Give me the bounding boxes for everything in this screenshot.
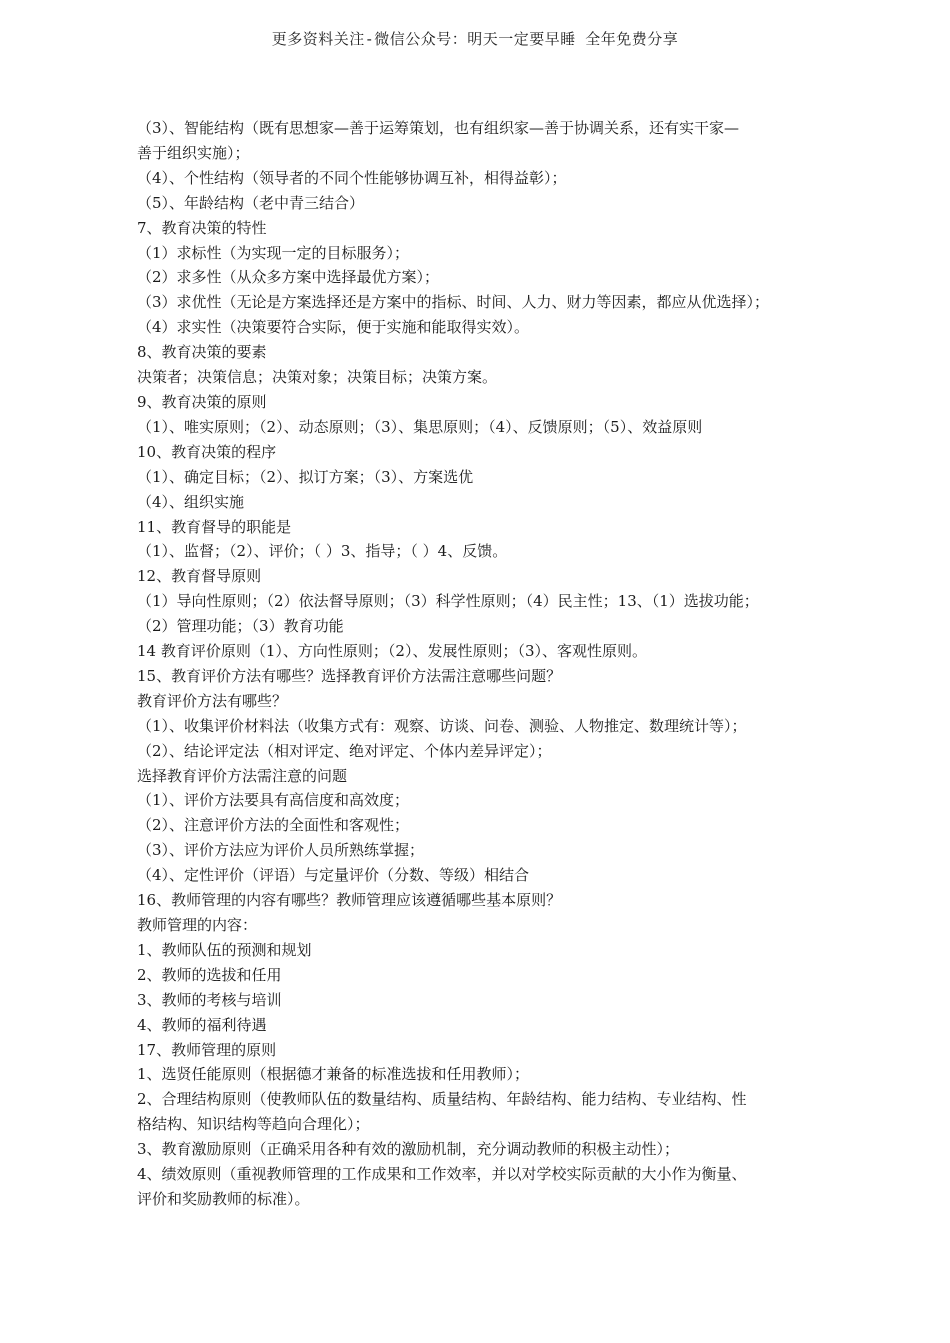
- text-line: 1、选贤任能原则（根据德才兼备的标准选拔和任用教师）；: [137, 1065, 530, 1084]
- section-heading: 14 教育评价原则（1）、方向性原则；（2）、发展性原则；（3）、客观性原则。: [137, 642, 647, 661]
- text-line: （4）、个性结构（领导者的不同个性能够协调互补，相得益彰）；: [137, 168, 567, 187]
- text-line: （5）、年龄结构（老中青三结合）: [137, 193, 365, 212]
- text-line: 评价和奖励教师的标准）。: [137, 1189, 310, 1208]
- text-line: 2、合理结构原则（使教师队伍的数量结构、质量结构、年龄结构、能力结构、专业结构、性: [137, 1090, 747, 1109]
- text-line: （3）求优性（无论是方案选择还是方案中的指标、时间、人力、财力等因素，都应从优选择）；: [137, 293, 770, 312]
- text-line: 4、教师的福利待遇: [137, 1015, 267, 1034]
- section-heading: 7、教育决策的特性: [137, 218, 267, 237]
- text-line: （3）、评价方法应为评价人员所熟练掌握；: [137, 841, 425, 860]
- section-heading: 17、教师管理的原则: [137, 1040, 277, 1059]
- subsection-heading: 选择教育评价方法需注意的问题: [137, 766, 348, 785]
- text-line: 1、教师队伍的预测和规划: [137, 940, 312, 959]
- subsection-heading: 教育评价方法有哪些？: [137, 691, 288, 710]
- text-line: （3）、智能结构（既有思想家—善于运筹策划，也有组织家—善于协调关系，还有实干家—: [137, 119, 740, 137]
- text-line: （2）、注意评价方法的全面性和客观性；: [137, 816, 410, 835]
- text-line: 决策者；决策信息；决策对象；决策目标；决策方案。: [137, 368, 498, 387]
- text-line: （1）、唯实原则；（2）、动态原则；（3）、集思原则；（4）、反馈原则；（5）、效益原则: [137, 417, 703, 436]
- document-body: [137, 116, 827, 1212]
- section-heading: 8、教育决策的要素: [137, 343, 267, 362]
- section-heading: 16、教师管理的内容有哪些？教师管理应该遵循哪些基本原则？: [137, 891, 562, 910]
- text-line: （1）求标性（为实现一定的目标服务）；: [137, 243, 410, 262]
- text-line: （4）求实性（决策要符合实际，便于实施和能取得实效）。: [137, 318, 530, 337]
- text-line: 3、教育激励原则（正确采用各种有效的激励机制，充分调动教师的积极主动性）；: [137, 1140, 680, 1159]
- page-header: 更多资料关注-微信公众号：明天一定要早睡 全年免费分享: [271, 30, 679, 48]
- text-line: 格结构、知识结构等趋向合理化）；: [137, 1115, 370, 1134]
- section-heading: 11、教育督导的职能是: [137, 517, 292, 536]
- text-line: （2）求多性（从众多方案中选择最优方案）；: [137, 268, 440, 287]
- subsection-heading: 教师管理的内容：: [137, 916, 258, 934]
- text-line: （2）管理功能；（3）教育功能: [137, 617, 344, 636]
- text-line: （4）、组织实施: [137, 492, 245, 511]
- text-line: （2）、结论评定法（相对评定、绝对评定、个体内差异评定）；: [137, 741, 552, 760]
- section-heading: 10、教育决策的程序: [137, 442, 277, 461]
- text-line: （1）、监督；（2）、评价；（ ）3、指导；（ ）4、反馈。: [137, 542, 508, 561]
- section-heading: 15、教育评价方法有哪些？选择教育评价方法需注意哪些问题？: [137, 666, 562, 685]
- section-heading: 12、教育督导原则: [137, 567, 262, 586]
- text-line: （1）、收集评价材料法（收集方式有：观察、访谈、问卷、测验、人物推定、数理统计等）；: [137, 716, 747, 735]
- text-line: （4）、定性评价（评语）与定量评价（分数、等级）相结合: [137, 866, 530, 885]
- text-line: 4、绩效原则（重视教师管理的工作成果和工作效率，并以对学校实际贡献的大小作为衡量、: [137, 1165, 747, 1184]
- section-heading: 9、教育决策的原则: [137, 392, 267, 411]
- text-line: 善于组织实施）；: [137, 143, 250, 162]
- text-line: 2、教师的选拔和任用: [137, 965, 282, 984]
- text-line: （1）、确定目标；（2）、拟订方案；（3）、方案选优: [137, 467, 474, 486]
- text-line: （1）、评价方法要具有高信度和高效度；: [137, 791, 410, 810]
- text-line: 3、教师的考核与培训: [137, 990, 282, 1009]
- text-line: （1）导向性原则；（2）依法督导原则；（3）科学性原则；（4）民主性；13、（1）选拔功能；: [137, 592, 759, 611]
